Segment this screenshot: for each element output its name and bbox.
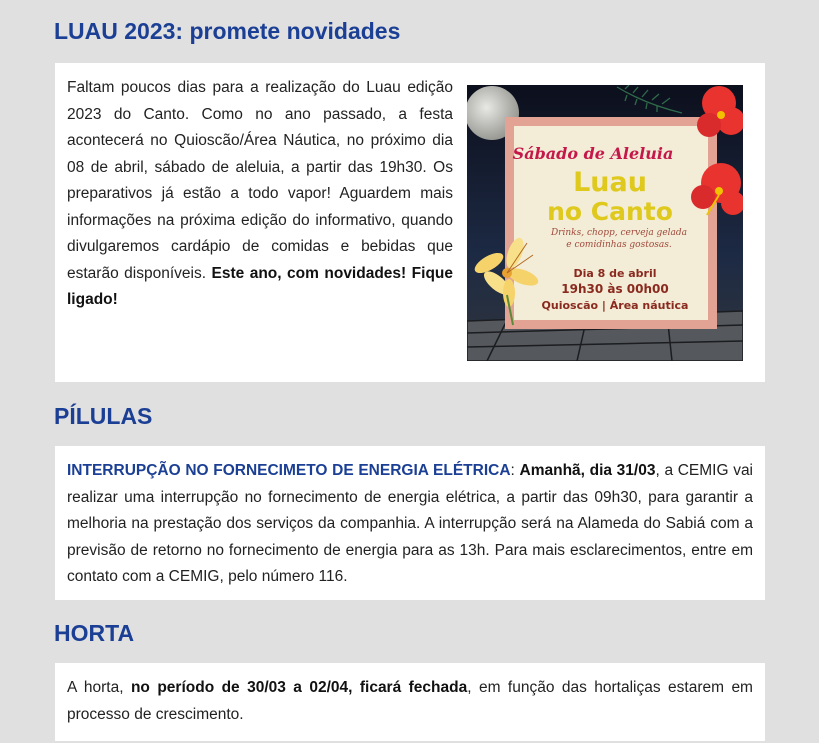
horta-text-end: , em função das hortaliças estarem em processo de crescimento.	[67, 679, 753, 723]
pilulas-heading: PÍLULAS	[54, 403, 153, 429]
poster-line-2: Luau	[573, 167, 647, 198]
poster-line-4: Drinks, chopp, cerveja gelada	[550, 228, 688, 238]
horta-text	[67, 675, 753, 728]
luau-heading: LUAU 2023: promete novidades	[54, 18, 401, 44]
poster-line-6: Dia 8 de abril	[573, 267, 657, 280]
pilulas-title: INTERRUPÇÃO NO FORNECIMETO DE ENERGIA ELÉTRICA	[67, 462, 511, 479]
luau-body: Faltam poucos dias para a realização do Luau edição 2023 do Canto. Como no ano passado, a festa acontecerá no Quioscão/Área Náutica, no próximo dia 08 de abril, sábado de aleluia, a partir das 19h30. Os preparativos já estão a todo vapor! Aguardem mais informações na próxima edição do informativo, quando divulgaremos cardápio de comidas e bebidas que estarão disponíveis.	[67, 79, 453, 282]
pilulas-card	[55, 446, 765, 600]
horta-text-start: A horta,	[67, 679, 124, 696]
poster-line-8: Quioscão | Área náutica	[541, 299, 689, 312]
horta-bold: no período de 30/03 a 02/04, ficará fechada	[130, 679, 468, 696]
poster-line-3: no Canto	[547, 197, 673, 226]
poster-line-1: Sábado de Aleluia	[512, 144, 674, 163]
poster-line-7: 19h30 às 00h00	[561, 282, 669, 296]
luau-poster-image	[467, 85, 743, 361]
pilulas-date: Amanhã, dia 31/03	[519, 462, 656, 479]
luau-bold-text: Este ano, com novidades! Fique ligado!	[67, 264, 453, 308]
luau-text	[67, 75, 453, 314]
luau-card	[55, 63, 765, 382]
horta-card	[55, 663, 765, 741]
pilulas-text	[67, 458, 753, 591]
pilulas-colon: :	[510, 462, 515, 479]
horta-heading: HORTA	[54, 620, 135, 646]
pilulas-body: , a CEMIG vai realizar uma interrupção no fornecimento de energia elétrica, a partir das 09h30, para garantir a melhoria na prestação dos serviços da companhia. A interrupção será na Alameda do Sabiá com a previsão de retorno no fornecimento de energia para as 13h. Para mais esclarecimentos, entre em contato com a CEMIG, pelo número 116.	[67, 462, 754, 585]
poster-line-5: e comidinhas gostosas.	[566, 240, 672, 250]
